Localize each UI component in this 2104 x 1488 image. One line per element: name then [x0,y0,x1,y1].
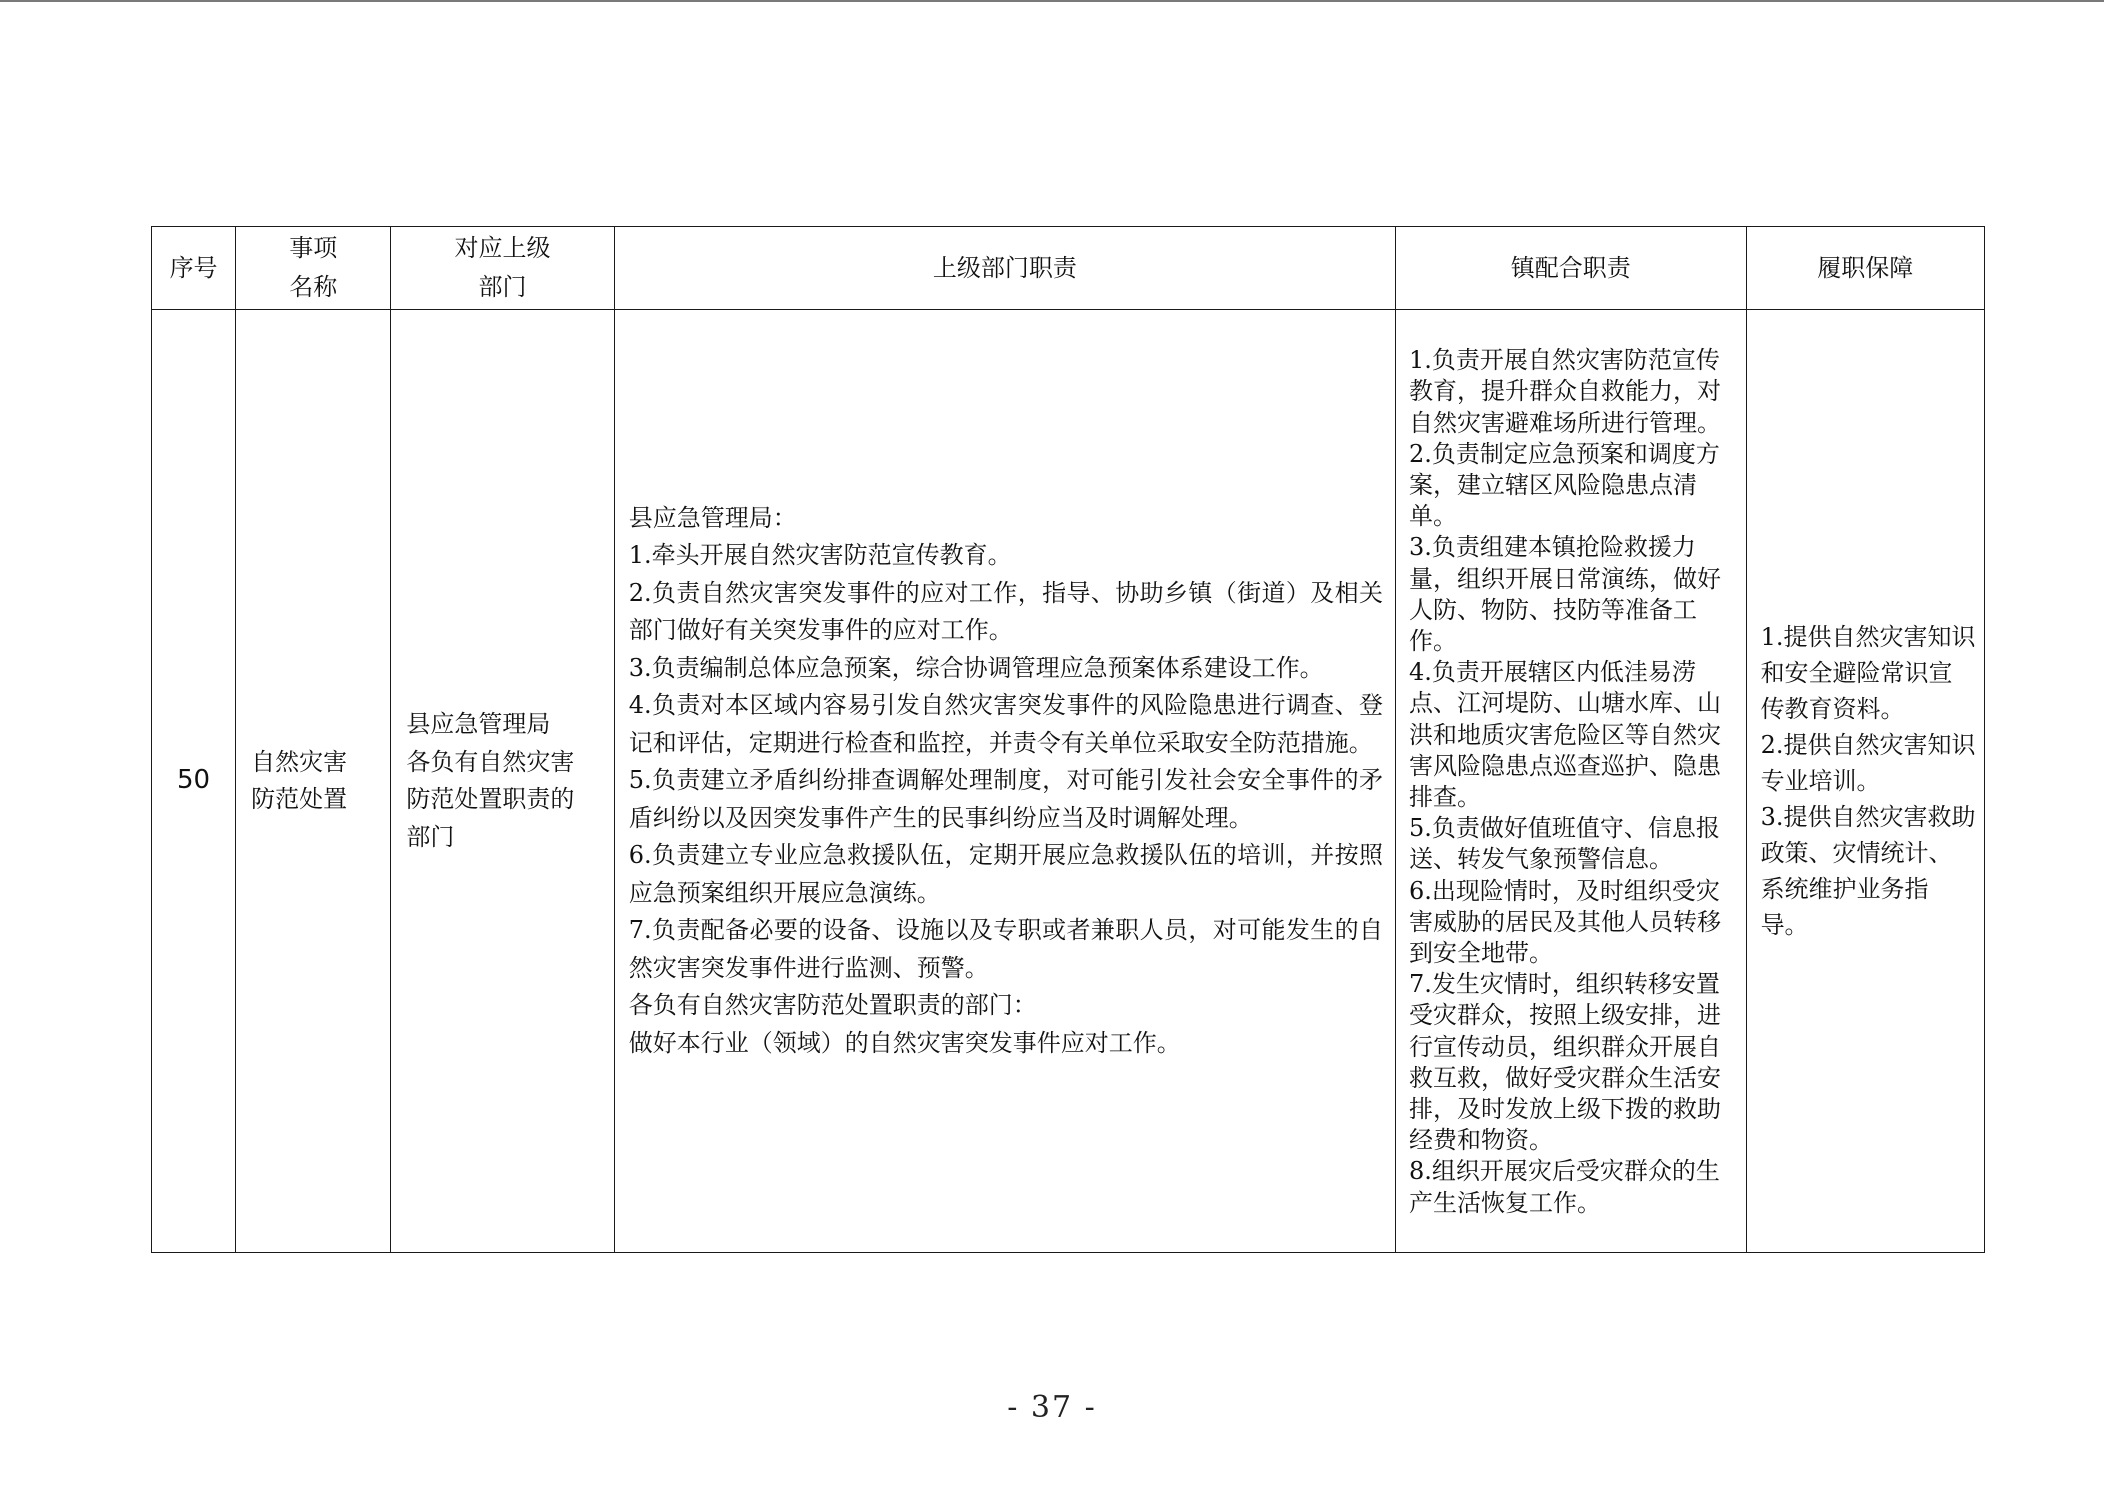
header-dept [391,227,614,310]
item-name-value: 自然灾害 防范处置 [251,747,348,813]
upper-duty-text: 县应急管理局： 1.牵头开展自然灾害防范宣传教育。 2.负责自然灾害突发事件的应对工作，指导、协助乡镇（街道）及相关部门做好有关突发事件的应对工作。 3.负责编制总体应急预案，综合协调管理应急预案体系建设工作。 4.负责对本区域内容易引发自然灾害突发事件的风险隐患进行调查、登记和评估，定期进行检查和监控，并责令有关单位采取安全防范措施。 5.负责建立矛盾纠纷排查调解处理制度，对可能引发社会安全事件的矛盾纠纷以及因突发事件产生的民事纠纷应当及时调解处理。 6.负责建立专业应急救援队伍，定期开展应急救援队伍的培训，并按照应急预案组织开展应急演练。 7.负责配备必要的设备、设施以及专职或者兼职人员，对可能发生的自然灾害突发事件进行监测、预警。 各负有自然灾害防范处置职责的部门： 做好本行业（领域）的自然灾害突发事件应对工作。 [628,503,1383,1057]
seq-value: 50 [177,765,211,796]
top-border-line [0,0,2104,2]
cell-item-name [236,310,391,1253]
guarantee-text: 1.提供自然灾害知识和安全避险常识宣传教育资料。 2.提供自然灾害知识专业培训。 3.提供自然灾害救助政策、灾情统计、系统维护业务指导。 [1760,623,1976,939]
cell-upper-duty [614,310,1395,1253]
header-town-duty-label: 镇配合职责 [1510,253,1631,282]
duty-table [151,226,1985,1253]
header-dept-label: 对应上级 部门 [454,234,551,301]
cell-seq [152,310,236,1253]
header-seq-label: 序号 [169,253,218,282]
header-name-label: 事项 名称 [289,234,338,301]
header-town-duty [1396,227,1747,310]
dept-value: 县应急管理局 各负有自然灾害 防范处置职责的 部门 [406,710,575,851]
header-guarantee [1746,227,1984,310]
page-number: - 37 - [1007,1390,1097,1425]
town-duty-text: 1.负责开展自然灾害防范宣传教育，提升群众自救能力，对自然灾害避难场所进行管理。 2.负责制定应急预案和调度方案，建立辖区风险隐患点清单。 3.负责组建本镇抢险救援力量，组织开展日常演练，做好人防、物防、技防等准备工作。 4.负责开展辖区内低洼易涝点、江河堤防、山塘水库、山洪和地质灾害危险区等自然灾害风险隐患点巡查巡护、隐患排查。 5.负责做好值班值守、信息报送、转发气象预警信息。 6.出现险情时，及时组织受灾害威胁的居民及其他人员转移到安全地带。 7.发生灾情时，组织转移安置受灾群众，按照上级安排，进行宣传动员，组织群众开展自救互救，做好受灾群众生活安排，及时发放上级下拨的救助经费和物资。 8.组织开展灾后受灾群众的生产生活恢复工作。 [1409,346,1721,1217]
cell-guarantee [1746,310,1984,1253]
header-name [236,227,391,310]
cell-town-duty [1396,310,1747,1253]
table-row [152,310,1985,1253]
header-upper-duty-label: 上级部门职责 [932,253,1077,282]
table-header-row [152,227,1985,310]
cell-dept [391,310,614,1253]
header-seq [152,227,236,310]
header-guarantee-label: 履职保障 [1817,253,1914,282]
header-upper-duty [614,227,1395,310]
